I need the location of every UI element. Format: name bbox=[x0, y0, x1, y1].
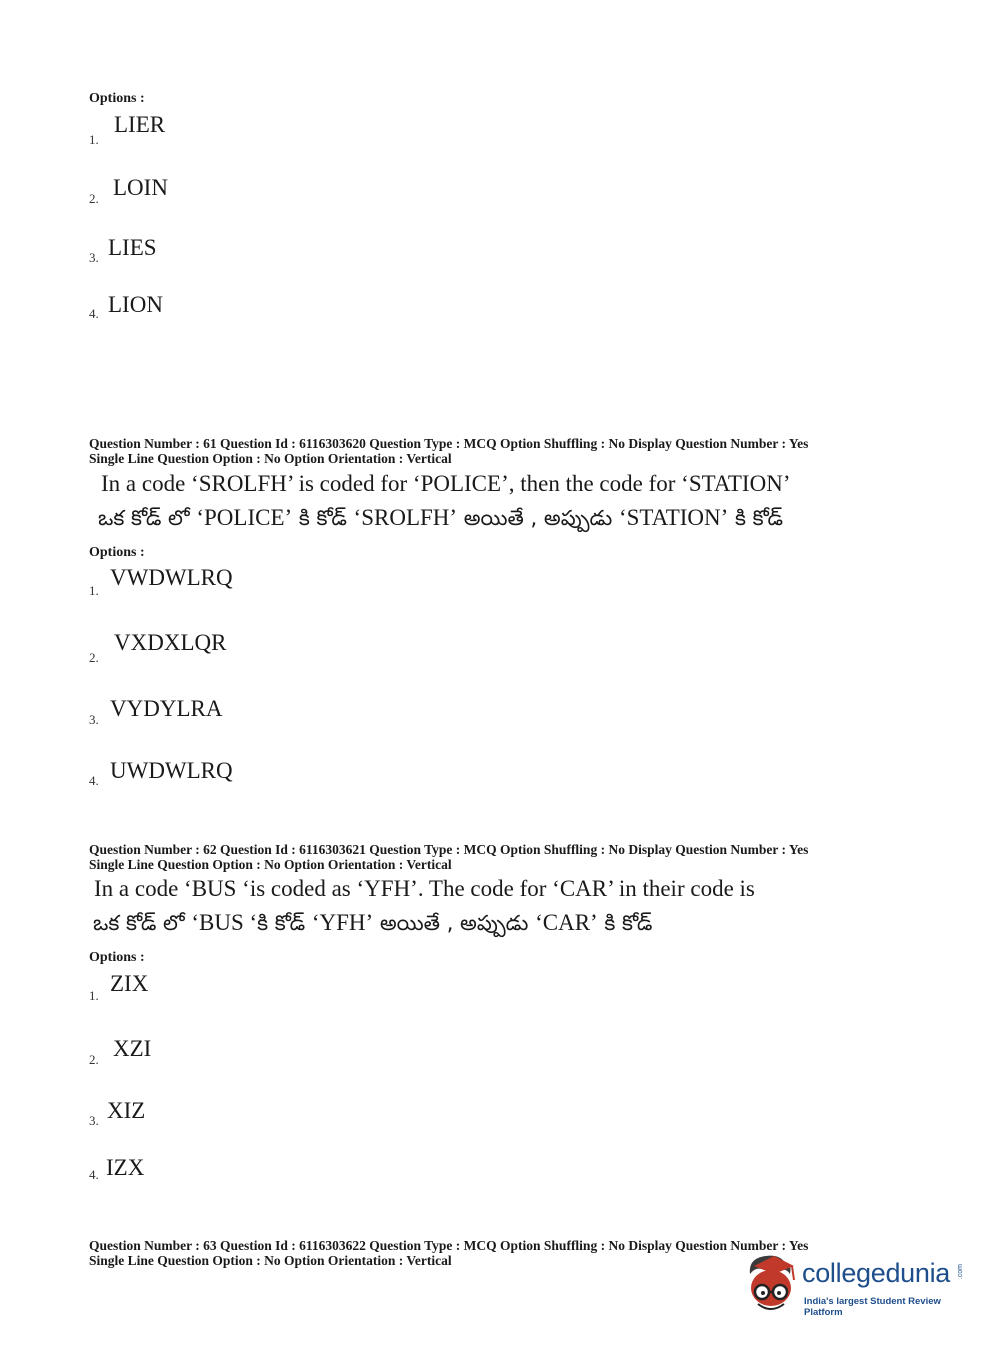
option-number: 2. bbox=[89, 191, 99, 206]
option-text: LOIN bbox=[113, 175, 168, 200]
option-text: UWDWLRQ bbox=[110, 758, 233, 783]
option-text: IZX bbox=[106, 1155, 145, 1180]
option-number: 4. bbox=[89, 773, 99, 788]
telugu-fragment: ఒక కోడ్ లో bbox=[93, 911, 192, 935]
option-number: 2. bbox=[89, 650, 99, 665]
option-text: ZIX bbox=[110, 971, 149, 996]
option-number: 2. bbox=[89, 1052, 99, 1067]
code-word: ‘STATION’ bbox=[618, 505, 729, 530]
option-number: 3. bbox=[89, 712, 99, 727]
question-meta: Single Line Question Option : No Option Orientation : Vertical bbox=[89, 451, 452, 466]
telugu-fragment: కి కోడ్ bbox=[597, 911, 653, 935]
logo-tagline: India's largest Student Review Platform bbox=[804, 1296, 941, 1318]
option-number: 4. bbox=[89, 306, 99, 321]
option-text: VXDXLQR bbox=[114, 630, 227, 655]
code-word: ‘CAR’ bbox=[535, 910, 598, 935]
question-text-telugu bbox=[98, 505, 783, 536]
option-number: 1. bbox=[89, 988, 99, 1003]
question-text-telugu bbox=[93, 910, 652, 941]
option-text: VYDYLRA bbox=[110, 696, 223, 721]
telugu-fragment: కి కోడ్ bbox=[728, 506, 783, 530]
code-word: ‘SROLFH’ bbox=[353, 505, 458, 530]
telugu-fragment: అయితే , అప్పుడు bbox=[457, 506, 619, 530]
logo-wordmark: collegedunia bbox=[802, 1258, 951, 1288]
question-meta: Single Line Question Option : No Option Orientation : Vertical bbox=[89, 857, 452, 872]
question-meta: Question Number : 61 Question Id : 6116303620 Question Type : MCQ Option Shuffling : No Display Question Number : Yes bbox=[89, 436, 809, 451]
question-text-english: In a code ‘SROLFH’ is coded for ‘POLICE’, then the code for ‘STATION’ bbox=[101, 471, 791, 496]
question-meta: Single Line Question Option : No Option Orientation : Vertical bbox=[89, 1253, 452, 1268]
option-number: 3. bbox=[89, 250, 99, 265]
option-text: LIES bbox=[108, 235, 157, 260]
option-text: LION bbox=[108, 292, 163, 317]
option-text: LIER bbox=[114, 112, 166, 137]
option-text: VWDWLRQ bbox=[110, 565, 233, 590]
telugu-fragment: కి కోడ్ bbox=[292, 506, 354, 530]
option-text: XIZ bbox=[107, 1098, 146, 1123]
code-word: ‘YFH’ bbox=[311, 910, 374, 935]
telugu-fragment: కి కోడ్ bbox=[257, 911, 312, 935]
question-meta: Question Number : 62 Question Id : 6116303621 Question Type : MCQ Option Shuffling : No Display Question Number : Yes bbox=[89, 842, 809, 857]
option-number: 3. bbox=[89, 1113, 99, 1128]
question-text-english: In a code ‘BUS ‘is coded as ‘YFH’. The code for ‘CAR’ in their code is bbox=[94, 876, 755, 901]
logo-domain: .com bbox=[957, 1264, 964, 1280]
option-text: XZI bbox=[113, 1036, 152, 1061]
mascot-icon bbox=[742, 1252, 800, 1318]
code-word: ‘POLICE’ bbox=[196, 505, 293, 530]
options-label: Options : bbox=[89, 545, 145, 560]
telugu-fragment: అయితే , అప్పుడు bbox=[373, 911, 536, 935]
options-label: Options : bbox=[89, 91, 145, 106]
option-number: 1. bbox=[89, 132, 99, 147]
question-meta: Question Number : 63 Question Id : 6116303622 Question Type : MCQ Option Shuffling : No Display Question Number : Yes bbox=[89, 1238, 809, 1253]
telugu-fragment: ఒక కోడ్ లో bbox=[98, 506, 197, 530]
option-number: 1. bbox=[89, 583, 99, 598]
option-number: 4. bbox=[89, 1167, 99, 1182]
code-word: ‘BUS ‘ bbox=[191, 910, 258, 935]
collegedunia-logo bbox=[742, 1252, 972, 1322]
options-label: Options : bbox=[89, 950, 145, 965]
